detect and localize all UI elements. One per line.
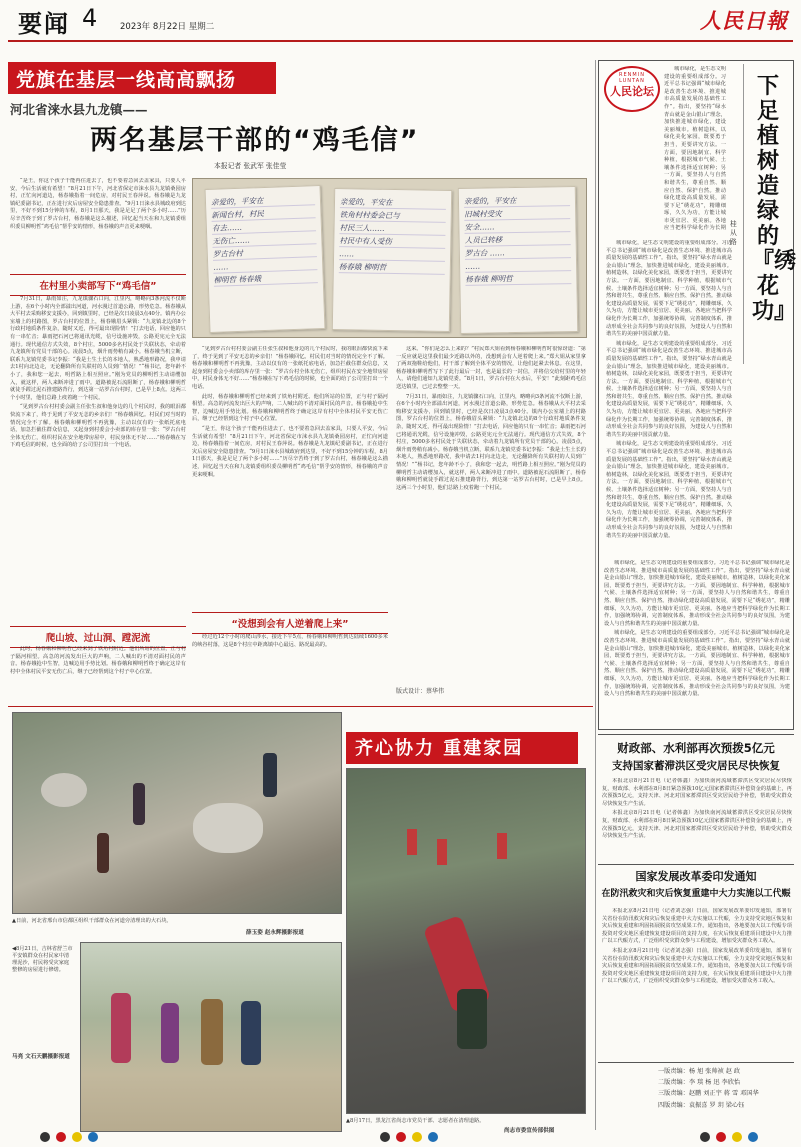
- section-heading-3: “没想到会有人逆着爬上来”: [192, 612, 388, 634]
- letter-line: 铁角村村委会已与: [340, 208, 446, 223]
- photo3-credit: 马亮 文石天鹏摄影报道: [12, 1054, 70, 1060]
- paragraph: 7月31日，暴雨如注，九龙镇骤石口向，江里内，略略向3条河流不仅断上游，在6个小时内全部溢出河道，河水漫过首道公路，形势危急。杨春娥从大平村去采购移安支援办，回到镇里时，已经是次日凌晨3点40分。镇内办公室墙上的村路图，罗古台村的位置上，杨春娥眉头紧锁：“九龙镇北边的8个行政村地质条件复杂，随时又近，得可最出现险情！”打去电话，回应他的只有一串忙音；暴雨把石河已将通讯光缆，信号设施冲毁，公路更宪元全无法通行。现代通信方式失效，8个村庄，5000多名村民处于失联状态，牵动着九龙镇所有党员干部的心。凌晨5点，烟升雨势稍有减小。杨春娥当机立断，联系九龙镇党委书记李振：“我是土生土长的本地人，熟悉地形路况，我申请去1村向北边走，无论翻降所有失联村的人员到广情况！”“杨书记，您年龄不小了，我和您一起去，明哲路上相互照应。”刚为党员的柳明哲主动请缨加入，就这样，两人来断冲进了雨中。道路被泥石流阻断了，杨春娥和柳明哲就徒手蹚过泥石推建路背行，到达第一站罗古台村时，已是早上8点。这两三个小时里，他们总路上疫着跑一个村民。: [396, 393, 586, 491]
- paragraph: 城市绿化，是生态文明建设的重要组成部分。习近平总书记强调“城市绿化是改善生态环境、推进城市高质量发展的基础性工作”。指出，要坚持“绿水青山就是金山银山”理念，加快推进城市绿化，建设美丽城市。植树造林，以绿化美化家园，既要勇于担当，更要讲究方法。一方面，要因地制宜、科学种植，根据城市气候、土壤条件选择适宜树种；另一方面，要坚持人与自然和谐共生，尊重自然、顺应自然、保护自然。推动绿化建设高质量发展，需要下足“绣花功”，精雕细琢，久久为功，方能让城市更宜居、更美丽。各地应当把科学绿化作为长期工作，加强统筹协调，完善制度体系，推动形成全社会共同参与的良好氛围，为建设人与自然和谐共生的美丽中国贡献力量。: [606, 340, 732, 438]
- paragraph: 本报北京8月21日电（记者刘志强）日前，国家发展改革委印发通知，部署有关省份在防汛救灾和灾后恢复重建中大力实施以工代赈，全力支持受灾地区恢复和灾后恢复重建和巩固拓展脱贫攻坚成果工作。通知指出，各地要加大以工代赈专项投资对受灾地区重建恢复建设项目的支持力度，在灾后恢复重建项目建设中大力推广以工代赈方式，广泛组织受灾群众参与工程建设，增加受灾群众务工收入。: [602, 947, 792, 985]
- paragraph: “是王，你这个孩子干能再住进去了，也不要着急回去盖家具，只要人平安，今后生活就有希望！”8月21日下午，河北省保定市涞水县九龙镇桑园房村，正忙向河道边，杨春娥指着一间危房，对村民王春萍说。杨春娥是九龙镇纪委副书记，正在进行灾后房屋安全隐患排查。“9月1日涞水县城政府到达里，不好不到15分钟的车程，8月1日那天，我是足足了两个多小时……”历尽辛苦终于到了罗古台村，杨春娥是这么描述，回忆起当天在和九龙镇委组织委员柳明哲“鸡毛信”帮乎安的情形，杨春娥的声音更来哽咽。: [192, 425, 388, 478]
- photo-stone-clearing: [12, 712, 342, 914]
- commentary-col-c: [604, 560, 790, 726]
- paragraph: 城市绿化，是生态文明建设的重要组成部分。习近平总书记强调“城市绿化是改善生态环境、推进城市高质量发展的基础性工作”。指出，要坚持“绿水青山就是金山银山”理念，加快推进城市绿化，建设美丽城市。植树造林，以绿化美化家园，既要勇于担当，更要讲究方法。一方面，要因地制宜、科学种植，根据城市气候、土壤条件选择适宜树种；另一方面，要坚持人与自然和谐共生，尊重自然、顺应自然、保护自然。推动绿化建设高质量发展，需要下足“绣花功”，精雕细琢，久久为功，方能让城市更宜居、更美丽。各地应当把科学绿化作为长期工作，加强统筹协调，完善制度体系，推动形成全社会共同参与的良好氛围，为建设人与自然和谐共生的美丽中国贡献力量。: [604, 560, 790, 627]
- editor-line: 三版责编：赵鹏 刘正宇 蒋 雪 邓国华: [658, 1090, 759, 1098]
- paragraph: “是王，你这个孩子干能再住进去了，也不要着急回去盖家具，只要人平安，今后生活就有希望！”8月21日下午，河北省保定市涞水县九龙镇桑园房村，正忙向河道边，杨春娥指着一间危房，对村民王春萍说。杨春娥是九龙镇纪委副书记，正在进行灾后房屋安全隐患排查。“9月1日涞水县城政府到达里，不好不到15分钟的车程，8月1日那天，我是足足了两个多小时……”历尽辛苦终于到了罗古台村，杨春娥是这么描述，回忆起当天在和九龙镇委组织委员柳明哲“鸡毛信”帮乎安的情形，杨春娥的声音更来哽咽。: [10, 178, 186, 230]
- registration-dot: [56, 1132, 66, 1142]
- news1-title: 财政部、水利部再次预拨5亿元: [617, 741, 775, 755]
- letter-line: 亲爱的，平安在: [211, 192, 315, 209]
- news1-subtitle: 支持国家蓄滞洪区受灾居民尽快恢复: [612, 760, 780, 772]
- letter-line: 无伤亡……: [212, 231, 316, 248]
- lead-banner-text: 党旗在基层一线高高飘扬: [16, 69, 237, 91]
- paragraph: 经过近12个小时的爬山涉水，接近下午5点，杨春娥和柳明哲到达陆续1600多米的峡谷村落，这是8个村庄中距离镇中心最远、路况最高的。: [192, 634, 388, 648]
- commentary-logo-top: RENMIN LUNTAN: [619, 72, 645, 84]
- registration-dot: [380, 1132, 390, 1142]
- photo1-caption: ▲日前，河北省邢台市信都区组织干部群众在河道旁清理出的大石块。: [12, 918, 172, 924]
- volunteer-figure: [407, 829, 417, 855]
- registration-dot: [72, 1132, 82, 1142]
- masthead: [0, 0, 801, 44]
- editor-line: 二版责编：李 琰 杨 迅 李欣怡: [658, 1079, 741, 1087]
- villager-figure: [241, 1001, 261, 1065]
- editor-credits: [658, 1066, 790, 1111]
- worker-figure: [263, 753, 277, 797]
- letter-line: 旧城村受灾: [464, 206, 570, 221]
- rock: [193, 803, 263, 853]
- photo2-caption: ▲8月17日，黑龙江省尚志市党员干部、志愿者在清理道路。: [346, 1118, 485, 1124]
- worker-figure: [133, 783, 145, 825]
- paragraph: 本报北京8月21日电（记者刘志强）日前，国家发展改革委印发通知，部署有关省份在防汛救灾和灾后恢复重建中大力实施以工代赈，全力支持受灾地区恢复和灾后恢复重建和巩固拓展脱贫攻坚成果工作。通知指出，各地要加大以工代赈专项投资对受灾地区重建恢复建设项目的支持力度，在灾后恢复重建项目建设中大力推广以工代赈方式，广泛组织受灾群众参与工程建设，增加受灾群众务工收入。: [602, 908, 792, 945]
- editor-line: 一版责编：杨 旭 张帅祯 赵 政: [658, 1068, 741, 1075]
- villager-figure: [161, 1003, 179, 1063]
- paragraph: 城市绿化，是生态文明建设的重要组成部分。习近平总书记强调“城市绿化是改善生态环境、推进城市高质量发展的基础性工作”。指出，要坚持“绿水青山就是金山银山”理念，加快推进城市绿化，建设美丽城市。植树造林，以绿化美化家园，既要勇于担当，更要讲究方法。一方面，要因地制宜、科学种植，根据城市气候、土壤条件选择适宜树种；另一方面，要坚持人与自然和谐共生，尊重自然、顺应自然、保护自然。推动绿化建设高质量发展，需要下足“绣花功”，精雕细琢，久久为功，方能让城市更宜居、更美丽。各地应当把科学绿化作为长期: [664, 66, 726, 232]
- villager-figure: [111, 993, 131, 1063]
- registration-dot: [748, 1132, 758, 1142]
- letter-line: 亲爱的，平安在: [340, 195, 446, 210]
- commentary-divider: [743, 64, 744, 364]
- page-divider: [595, 60, 596, 1130]
- letter-line: 罗古台 ……: [465, 245, 571, 260]
- registration-dot: [88, 1132, 98, 1142]
- letters-photo: [192, 178, 587, 338]
- registration-dot: [700, 1132, 710, 1142]
- letter-2: [332, 188, 452, 332]
- letter-1: [205, 185, 326, 333]
- commentary-logo: [604, 66, 660, 112]
- registration-dot: [396, 1132, 406, 1142]
- paragraph: 城市绿化，是生态文明建设的重要组成部分。习近平总书记强调“城市绿化是改善生态环境、推进城市高质量发展的基础性工作”。指出，要坚持“绿水青山就是金山银山”理念，加快推进城市绿化，建设美丽城市。植树造林，以绿化美化家园，既要勇于担当，更要讲究方法。一方面，要因地制宜、科学种植，根据城市气候、土壤条件选择适宜树种；另一方面，要坚持人与自然和谐共生，尊重自然、顺应自然、保护自然。推动绿化建设高质量发展，需要下足“绣花功”，精雕细琢，久久为功，方能让城市更宜居、更美丽。各地应当把科学绿化作为长期工作，加强统筹协调，完善制度体系，推动形成全社会共同参与的良好氛围，为建设人与自然和谐共生的美丽中国贡献力量。: [606, 441, 732, 539]
- rock: [41, 773, 87, 807]
- paragraph: 本报北京8月21日电（记者韩鑫）为加快南河流域蓄滞洪区受灾居民尽快恢复，财政部、水利部在8月8日紧急预拨10亿元国家蓄滞洪区补偿资金的基础上，再次预拨5亿元，支持天津、河北对国家蓄滞洪区受灾居民给予补偿，帮助受灾群众尽快恢复生产生活。: [602, 778, 792, 807]
- section-heading-2: 爬山坡、过山洞、蹚泥流: [10, 626, 186, 648]
- header-rule: [8, 40, 793, 42]
- rebuild-banner-text: 齐心协力 重建家园: [355, 738, 524, 759]
- page-number: 4: [82, 4, 98, 32]
- photo-road-clearing: [346, 768, 586, 1114]
- letter-line: ……: [213, 257, 317, 274]
- letter-line: 村民中有人受伤: [339, 234, 445, 249]
- paragraph: 这来。“你们是怎么上来的？”村民郑大姐看到杨春娥和柳明哲时很惊讶道：“第一反应就是这里我们最少近路以外的，没想到会有人逆着爬上来。”郑大姐从家里拿了两双拖鞋给他们，村干部了解到全体平安的情况，让他们赶紧去休息。在这里，杨春娥和柳明哲写下了此行最后一封，也是最长的一封信，并将信交给村里的年轻人，请他们通知九龙镇党委。“8月1日，罗古台村在大水后，平安！”此刻距鸡毛信送达镇里，已过去整整一天。: [396, 346, 586, 390]
- volunteer-figure: [497, 833, 507, 859]
- news1-body: [602, 778, 792, 860]
- paragraph: 7月31日，暴雨如注，九龙镇骤石口向，江里内，略略向3条河流不仅断上游，在6个小时内全部溢出河道，河水漫过首道公路，形势危急。杨春娥从大平村去采购移安支援办，回到镇里时，已经是次日凌晨3点40分。镇内办公室墙上的村路图，罗古台村的位置上，杨春娥眉头紧锁：“九龙镇北边的8个行政村地质条件复杂，随时又近，得可最出现险情！”打去电话，回应他的只有一串忙音；暴雨把石河已将通讯光缆，信号设施冲毁，公路更宪元全无法通行。现代通信方式失效，8个村庄，5000多名村民处于失联状态，牵动着九龙镇所有党员干部的心。凌晨5点，烟升雨势稍有减小。杨春娥当机立断，联系九龙镇党委书记李振：“我是土生土长的本地人，熟悉地形路况，我申请去1村向北边走，无论翻降所有失联村的人员到广情况！”“杨书记，您年龄不小了，我和您一起去，明哲路上相互照应。”刚为党员的柳明哲主动请缨加入，就这样，两人来断冲进了雨中。道路被泥石流阻断了，杨春娥和柳明哲就徒手蹚过泥石推建路背行，到达第一站罗古台村时，已是早上8点。这两三个小时里，他们总路上疫着跑一个村民。: [10, 296, 186, 401]
- commentary-author: 桂从路: [730, 220, 737, 246]
- letter-line: 罗古台村: [213, 244, 317, 261]
- letter-line: 有去……: [212, 218, 316, 235]
- paragraph: “见到罗古台村村委会副主任张生叔和他身边的几个村民时，我的眼泪都快流下来了，终于见到了平安无恙的乡亲们！”杨春娥回忆。村民们对当时的情况完全不了解。杨春娥和柳明哲不再犹豫，主动以仅有的一张纸托底电话，加急拦截住群众信息，又起身到村委会小卖部的库存里一张：“罗古台村全体无伤亡，组织村民在安全地带房屋中，村民身体无不好……”杨春娥在写下鸡毛信的时候，也全面的给了公司里打出一个电话。: [192, 346, 388, 390]
- letter-line: 村民三人……: [339, 221, 445, 236]
- worker-figure: [97, 833, 109, 873]
- commentary-logo-label: 人民论坛: [610, 85, 654, 98]
- layout-editor: 版式设计：蔡华伟: [396, 688, 445, 695]
- villager-figure: [201, 999, 223, 1065]
- registration-dot: [412, 1132, 422, 1142]
- news-divider: [598, 864, 794, 865]
- news2-title: 国家发展改革委印发通知: [635, 870, 757, 883]
- issue-date: 2023年 8月22日 星期二: [120, 22, 215, 32]
- photo1-credit: 薛玉姿 赵永辉摄影报道: [246, 930, 304, 936]
- news-divider: [598, 1062, 794, 1063]
- letter-line: 杨春娥 柳明哲: [339, 260, 445, 275]
- section-divider: [8, 706, 593, 707]
- registration-marks: [0, 1130, 801, 1144]
- news-divider: [598, 734, 794, 735]
- registration-dot: [732, 1132, 742, 1142]
- paragraph: 此时，杨春娥和柳明哲已经来到了铁角村附近。他们所站的位置，正与村子隔河相望。高急的河流发出巨大的声响，二人喊出的不清对面村民的声音。杨春娥抢中生智，边喊边用手势比划。杨春娥和柳明哲终于确定这岸有村中全体村民平安无伤亡后，继子已经帮到这个村子中心位置。: [192, 393, 388, 423]
- registration-dot: [428, 1132, 438, 1142]
- news2-body: [602, 908, 792, 1060]
- photo-village-cleanup: [80, 942, 342, 1132]
- commentary-title: 下足植树造绿的『绣花功』: [752, 74, 797, 324]
- newspaper-logo: 人民日報: [700, 8, 788, 33]
- lead-col-1b: [10, 646, 186, 704]
- letter-line: ……: [465, 258, 571, 273]
- paragraph: 城市绿化，是生态文明建设的重要组成部分。习近平总书记强调“城市绿化是改善生态环境、推进城市高质量发展的基础性工作”。指出，要坚持“绿水青山就是金山银山”理念，加快推进城市绿化，建设美丽城市。植树造林，以绿化美化家园，既要勇于担当，更要讲究方法。一方面，要因地制宜、科学种植，根据城市气候、土壤条件选择适宜树种；另一方面，要坚持人与自然和谐共生，尊重自然、顺应自然、保护自然。推动绿化建设高质量发展，需要下足“绣花功”，精雕细琢，久久为功，方能让城市更宜居、更美丽。各地应当把科学绿化作为长期工作，加强统筹协调，完善制度体系，推动形成全社会共同参与的良好氛围，为建设人与自然和谐共生的美丽中国贡献力量。: [606, 240, 732, 338]
- letter-line: ……: [339, 247, 445, 262]
- lead-headline: 两名基层干部的“鸡毛信”: [90, 125, 420, 156]
- news2-subtitle: 在防汛救灾和灾后恢复重建中大力实施以工代赈: [601, 889, 791, 899]
- photo2-credit: 尚志市委宣传部供图: [504, 1128, 555, 1134]
- photo3-caption: ◀8月21日，吉林省舒兰市平安镇群众在村民家中清理泥沙，村民将受灾家庭整修的房屋进行修缮。: [12, 946, 73, 973]
- letter-line: 新闻台村，村民: [211, 205, 315, 222]
- commentary-col-a: [664, 66, 726, 232]
- registration-dot: [716, 1132, 726, 1142]
- lead-col-2: [192, 346, 388, 608]
- lead-byline: 本报记者 张武军 张佳莹: [214, 162, 287, 170]
- section-heading-1: 在村里小卖部写下“鸡毛信”: [10, 274, 186, 296]
- letter-line: 杨春娥 柳明哲: [465, 271, 571, 286]
- paragraph: 城市绿化，是生态文明建设的重要组成部分。习近平总书记强调“城市绿化是改善生态环境、推进城市高质量发展的基础性工作”。指出，要坚持“绿水青山就是金山银山”理念，加快推进城市绿化，建设美丽城市。植树造林，以绿化美化家园，既要勇于担当，更要讲究方法。一方面，要因地制宜、科学种植，根据城市气候、土壤条件选择适宜树种；另一方面，要坚持人与自然和谐共生，尊重自然、顺应自然、保护自然。推动绿化建设高质量发展，需要下足“绣花功”，精雕细琢，久久为功，方能让城市更宜居、更美丽。各地应当把科学绿化作为长期工作，加强统筹协调，完善制度体系，推动形成全社会共同参与的良好氛围，为建设人与自然和谐共生的美丽中国贡献力量。: [604, 630, 790, 698]
- lead-subtitle: 河北省涞水县九龙镇——: [10, 102, 148, 117]
- editor-line: 四版责编：袁振喜 罗 玥 梁心钰: [658, 1101, 745, 1109]
- letter-line: 人员已转移: [465, 232, 571, 247]
- letter-line: 亲爱的，平安在: [464, 193, 570, 208]
- section-title: 要闻: [18, 10, 70, 38]
- registration-dot: [40, 1132, 50, 1142]
- paragraph: 此时，杨春娥和柳明哲已经来到了铁角村附近。他们所站的位置，正与村子隔河相望。高急的河流发出巨大的声响，二人喊出的不清对面村民的声音。杨春娥抢中生智，边喊边用手势比划。杨春娥和柳明哲终于确定这岸有村中全体村民平安无伤亡后，继子已经帮到这个村子中心位置。: [10, 646, 186, 675]
- volunteer-figure: [457, 989, 487, 1049]
- letter-3: [458, 186, 579, 334]
- letter-line: 安全……: [464, 219, 570, 234]
- lead-col-2b: [192, 634, 388, 704]
- paragraph: 本报北京8月21日电（记者韩鑫）为加快南河流域蓄滞洪区受灾居民尽快恢复，财政部、水利部在8月8日紧急预拨10亿元国家蓄滞洪区补偿资金的基础上，再次预拨5亿元，支持天津、河北对国家蓄滞洪区受灾居民给予补偿，帮助受灾群众尽快恢复生产生活。: [602, 810, 792, 840]
- lead-intro: [10, 178, 186, 270]
- lead-col-3: [396, 346, 586, 680]
- volunteer-figure: [437, 839, 447, 865]
- paragraph: “见到罗古台村村委会副主任张生叔和他身边的几个村民时，我的眼泪都快流下来了，终于见到了平安无恙的乡亲们！”杨春娥回忆。村民们对当时的情况完全不了解。杨春娥和柳明哲不再犹豫，主动以仅有的一张纸托底电话，加急拦截住群众信息，又起身到村委会小卖部的库存里一张：“罗古台村全体无伤亡，组织村民在安全地带房屋中，村民身体无不好……”杨春娥在写下鸡毛信的时候，也全面的给了公司里打出一个电话。: [10, 404, 186, 449]
- letter-line: 柳明哲 杨春娥: [213, 270, 317, 287]
- lead-col-1: [10, 296, 186, 621]
